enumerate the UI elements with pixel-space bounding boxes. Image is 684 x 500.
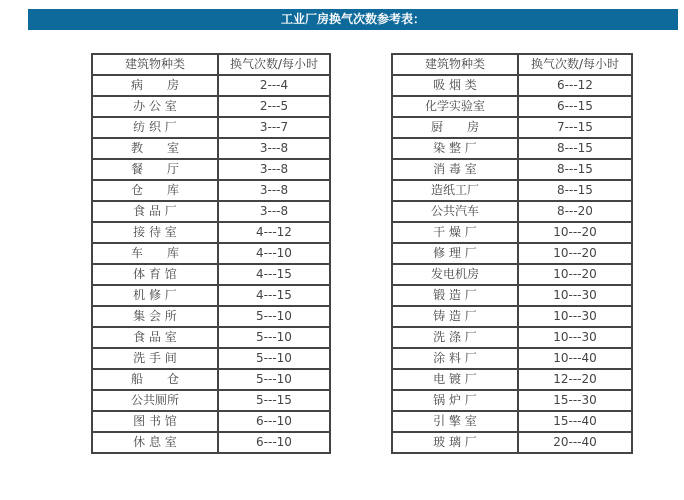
building-type-cell: 食 品 厂 [92, 201, 218, 222]
table-row [392, 243, 632, 264]
table-row [92, 117, 330, 138]
building-type-cell: 修 理 厂 [392, 243, 518, 264]
air-changes-cell: 20---40 [518, 432, 632, 453]
building-type-cell: 厨 房 [392, 117, 518, 138]
table-row [92, 222, 330, 243]
header-row [392, 54, 632, 75]
building-type-cell: 洗 手 间 [92, 348, 218, 369]
building-type-cell: 造纸工厂 [392, 180, 518, 201]
building-type-cell: 教 室 [92, 138, 218, 159]
building-type-cell: 锻 造 厂 [392, 285, 518, 306]
air-changes-cell: 10---40 [518, 348, 632, 369]
building-type-cell: 办 公 室 [92, 96, 218, 117]
header-building-type: 建筑物种类 [392, 54, 518, 75]
header-air-changes: 换气次数/每小时 [518, 54, 632, 75]
air-changes-cell: 3---8 [218, 138, 330, 159]
table-row [392, 75, 632, 96]
table-row [392, 306, 632, 327]
air-changes-cell: 5---10 [218, 327, 330, 348]
building-type-cell: 接 待 室 [92, 222, 218, 243]
table-row [392, 222, 632, 243]
air-changes-cell: 3---8 [218, 159, 330, 180]
building-type-cell: 染 整 厂 [392, 138, 518, 159]
table-row [92, 159, 330, 180]
air-changes-cell: 4---15 [218, 264, 330, 285]
building-type-cell: 图 书 馆 [92, 411, 218, 432]
building-type-cell: 洗 涤 厂 [392, 327, 518, 348]
building-type-cell: 公共汽车 [392, 201, 518, 222]
header-building-type: 建筑物种类 [92, 54, 218, 75]
table-row [392, 411, 632, 432]
building-type-cell: 干 燥 厂 [392, 222, 518, 243]
air-changes-cell: 4---10 [218, 243, 330, 264]
table-row [92, 96, 330, 117]
air-changes-cell: 10---20 [518, 222, 632, 243]
table-row [92, 138, 330, 159]
air-changes-cell: 8---20 [518, 201, 632, 222]
table-row [92, 243, 330, 264]
table-row [392, 159, 632, 180]
building-type-cell: 电 镀 厂 [392, 369, 518, 390]
air-changes-cell: 4---15 [218, 285, 330, 306]
air-changes-cell: 15---40 [518, 411, 632, 432]
air-changes-cell: 2---4 [218, 75, 330, 96]
ventilation-table-right [391, 53, 633, 454]
table-row [392, 138, 632, 159]
building-type-cell: 纺 织 厂 [92, 117, 218, 138]
table-row [92, 369, 330, 390]
air-changes-cell: 8---15 [518, 138, 632, 159]
air-changes-cell: 10---20 [518, 264, 632, 285]
air-changes-cell: 6---10 [218, 411, 330, 432]
air-changes-cell: 2---5 [218, 96, 330, 117]
air-changes-cell: 10---30 [518, 285, 632, 306]
air-changes-cell: 15---30 [518, 390, 632, 411]
building-type-cell: 消 毒 室 [392, 159, 518, 180]
table-row [92, 390, 330, 411]
table-row [92, 264, 330, 285]
building-type-cell: 玻 璃 厂 [392, 432, 518, 453]
building-type-cell: 休 息 室 [92, 432, 218, 453]
air-changes-cell: 10---30 [518, 306, 632, 327]
air-changes-cell: 4---12 [218, 222, 330, 243]
building-type-cell: 船 仓 [92, 369, 218, 390]
building-type-cell: 集 会 所 [92, 306, 218, 327]
table-row [392, 180, 632, 201]
air-changes-cell: 10---30 [518, 327, 632, 348]
building-type-cell: 公共厕所 [92, 390, 218, 411]
table-row [92, 411, 330, 432]
table-row [92, 306, 330, 327]
air-changes-cell: 12---20 [518, 369, 632, 390]
air-changes-cell: 6---12 [518, 75, 632, 96]
table-row [392, 201, 632, 222]
ventilation-table-left [91, 53, 331, 454]
table-row [392, 117, 632, 138]
building-type-cell: 食 品 室 [92, 327, 218, 348]
building-type-cell: 机 修 厂 [92, 285, 218, 306]
building-type-cell: 铸 造 厂 [392, 306, 518, 327]
header-row [92, 54, 330, 75]
air-changes-cell: 8---15 [518, 180, 632, 201]
building-type-cell: 病 房 [92, 75, 218, 96]
table-row [392, 264, 632, 285]
page-title: 工业厂房换气次数参考表： [28, 9, 678, 30]
building-type-cell: 化学实验室 [392, 96, 518, 117]
header-air-changes: 换气次数/每小时 [218, 54, 330, 75]
table-row [392, 96, 632, 117]
table-row [92, 75, 330, 96]
air-changes-cell: 7---15 [518, 117, 632, 138]
air-changes-cell: 3---8 [218, 201, 330, 222]
table-row [92, 285, 330, 306]
air-changes-cell: 10---20 [518, 243, 632, 264]
table-row [392, 369, 632, 390]
building-type-cell: 车 库 [92, 243, 218, 264]
building-type-cell: 涂 料 厂 [392, 348, 518, 369]
table-row [392, 390, 632, 411]
air-changes-cell: 5---15 [218, 390, 330, 411]
air-changes-cell: 5---10 [218, 369, 330, 390]
table-row [92, 348, 330, 369]
table-row [92, 432, 330, 453]
air-changes-cell: 8---15 [518, 159, 632, 180]
air-changes-cell: 6---15 [518, 96, 632, 117]
air-changes-cell: 3---7 [218, 117, 330, 138]
air-changes-cell: 6---10 [218, 432, 330, 453]
building-type-cell: 体 育 馆 [92, 264, 218, 285]
table-row [92, 201, 330, 222]
building-type-cell: 引 擎 室 [392, 411, 518, 432]
table-row [92, 180, 330, 201]
air-changes-cell: 3---8 [218, 180, 330, 201]
building-type-cell: 锅 炉 厂 [392, 390, 518, 411]
table-row [392, 285, 632, 306]
air-changes-cell: 5---10 [218, 306, 330, 327]
table-row [92, 327, 330, 348]
building-type-cell: 吸 烟 类 [392, 75, 518, 96]
table-row [392, 327, 632, 348]
building-type-cell: 仓 库 [92, 180, 218, 201]
building-type-cell: 发电机房 [392, 264, 518, 285]
table-row [392, 348, 632, 369]
building-type-cell: 餐 厅 [92, 159, 218, 180]
air-changes-cell: 5---10 [218, 348, 330, 369]
table-row [392, 432, 632, 453]
